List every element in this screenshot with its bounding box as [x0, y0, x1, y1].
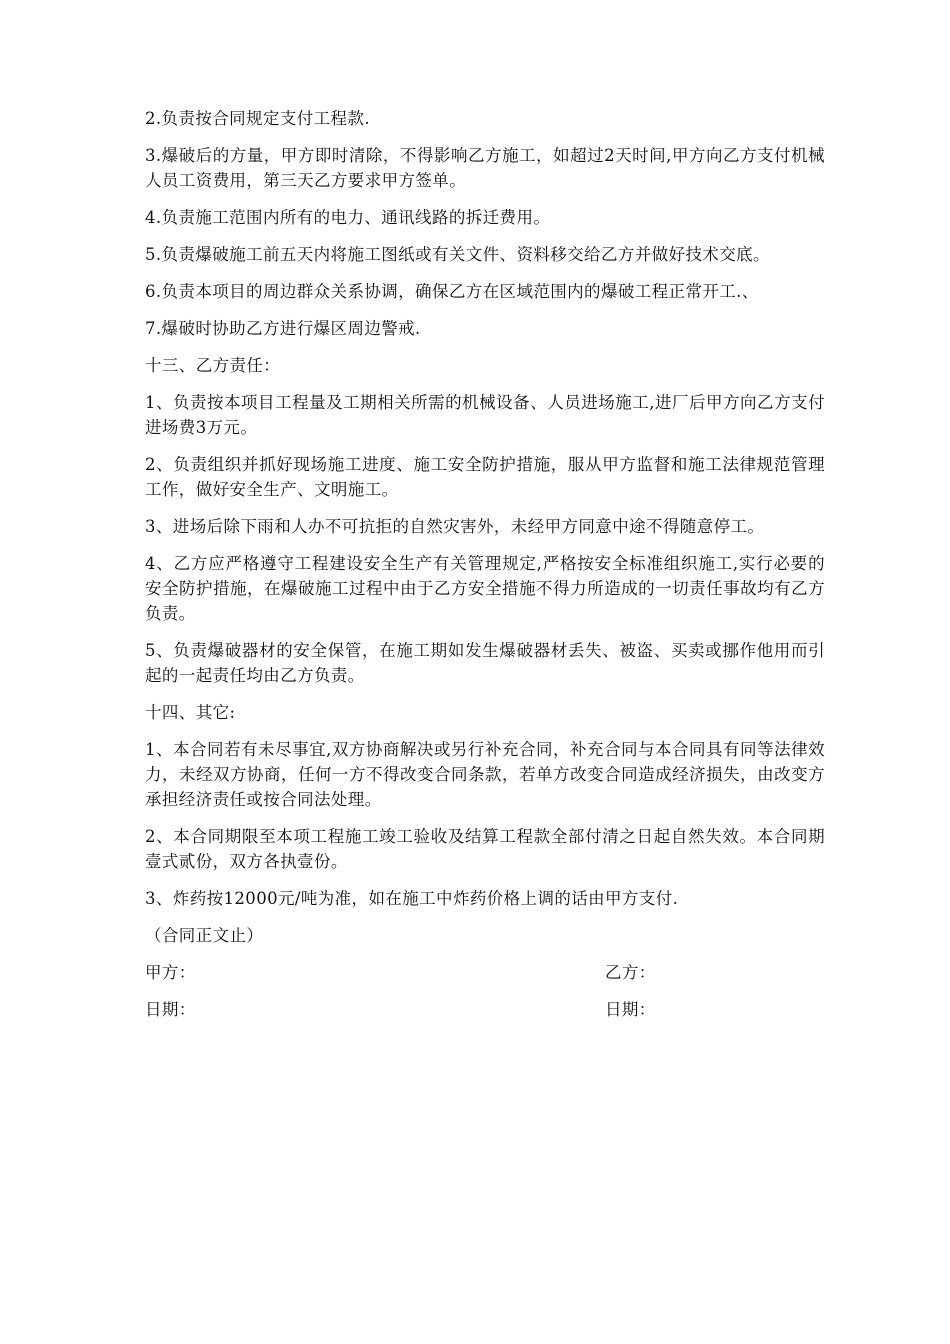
section-14-item-2: 2、本合同期限至本项工程施工竣工验收及结算工程款全部付清之日起自然失效。本合同期壹式贰份，双方各执壹份。: [145, 827, 825, 871]
section-13-item-4: 4、乙方应严格遵守工程建设安全生产有关管理规定,严格按安全标准组织施工,实行必要的安全防护措施，在爆破施工过程中由于乙方安全措施不得力所造成的一切责任事故均有乙方负责。: [145, 554, 825, 623]
section-13-item-1: 1、负责按本项目工程量及工期相关所需的机械设备、人员进场施工,进厂后甲方向乙方支付进场费3万元。: [145, 393, 825, 437]
party-a-date-label: 日期：: [145, 1000, 196, 1019]
party-a-duty-6: 6.负责本项目的周边群众关系协调，确保乙方在区域范围内的爆破工程正常开工.、: [145, 282, 759, 301]
party-a-duty-4: 4.负责施工范围内所有的电力、通讯线路的拆迁费用。: [145, 208, 551, 227]
party-b-date-label: 日期：: [605, 1000, 656, 1019]
party-a-duty-5: 5.负责爆破施工前五天内将施工图纸或有关文件、资料移交给乙方并做好技术交底。: [145, 245, 770, 264]
party-a-signature-label: 甲方：: [145, 963, 196, 982]
party-a-duty-7: 7.爆破时协助乙方进行爆区周边警戒.: [145, 319, 421, 338]
party-b-signature-label: 乙方：: [605, 963, 656, 982]
section-13-item-5: 5、负责爆破器材的安全保管，在施工期如发生爆破器材丢失、被盗、买卖或挪作他用而引起的一起责任均由乙方负责。: [145, 641, 825, 685]
party-a-duty-2: 2.负责按合同规定支付工程款.: [145, 109, 370, 128]
section-13-heading: 十三、乙方责任：: [145, 356, 281, 375]
contract-page: [145, 106, 825, 1034]
section-14-item-3: 3、炸药按12000元/吨为准，如在施工中炸药价格上调的话由甲方支付.: [145, 889, 679, 908]
section-13-item-2: 2、负责组织并抓好现场施工进度、施工安全防护措施，服从甲方监督和施工法律规范管理工作，做好安全生产、文明施工。: [145, 455, 825, 499]
signature-date-row: [145, 997, 825, 1022]
section-14-item-1: 1、本合同若有未尽事宜,双方协商解决或另行补充合同，补充合同与本合同具有同等法律效力，未经双方协商，任何一方不得改变合同条款，若单方改变合同造成经济损失，由改变方承担经济责任或按合同法处理。: [145, 740, 825, 809]
closing-note: （合同正文止）: [145, 926, 264, 945]
section-14-heading: 十四、其它:: [145, 703, 236, 722]
signature-party-row: [145, 960, 825, 985]
party-a-duty-3: 3.爆破后的方量，甲方即时清除，不得影响乙方施工，如超过2天时间,甲方向乙方支付机械人员工资费用，第三天乙方要求甲方签单。: [145, 146, 825, 190]
section-13-item-3: 3、进场后除下雨和人办不可抗拒的自然灾害外，未经甲方同意中途不得随意停工。: [145, 517, 765, 536]
